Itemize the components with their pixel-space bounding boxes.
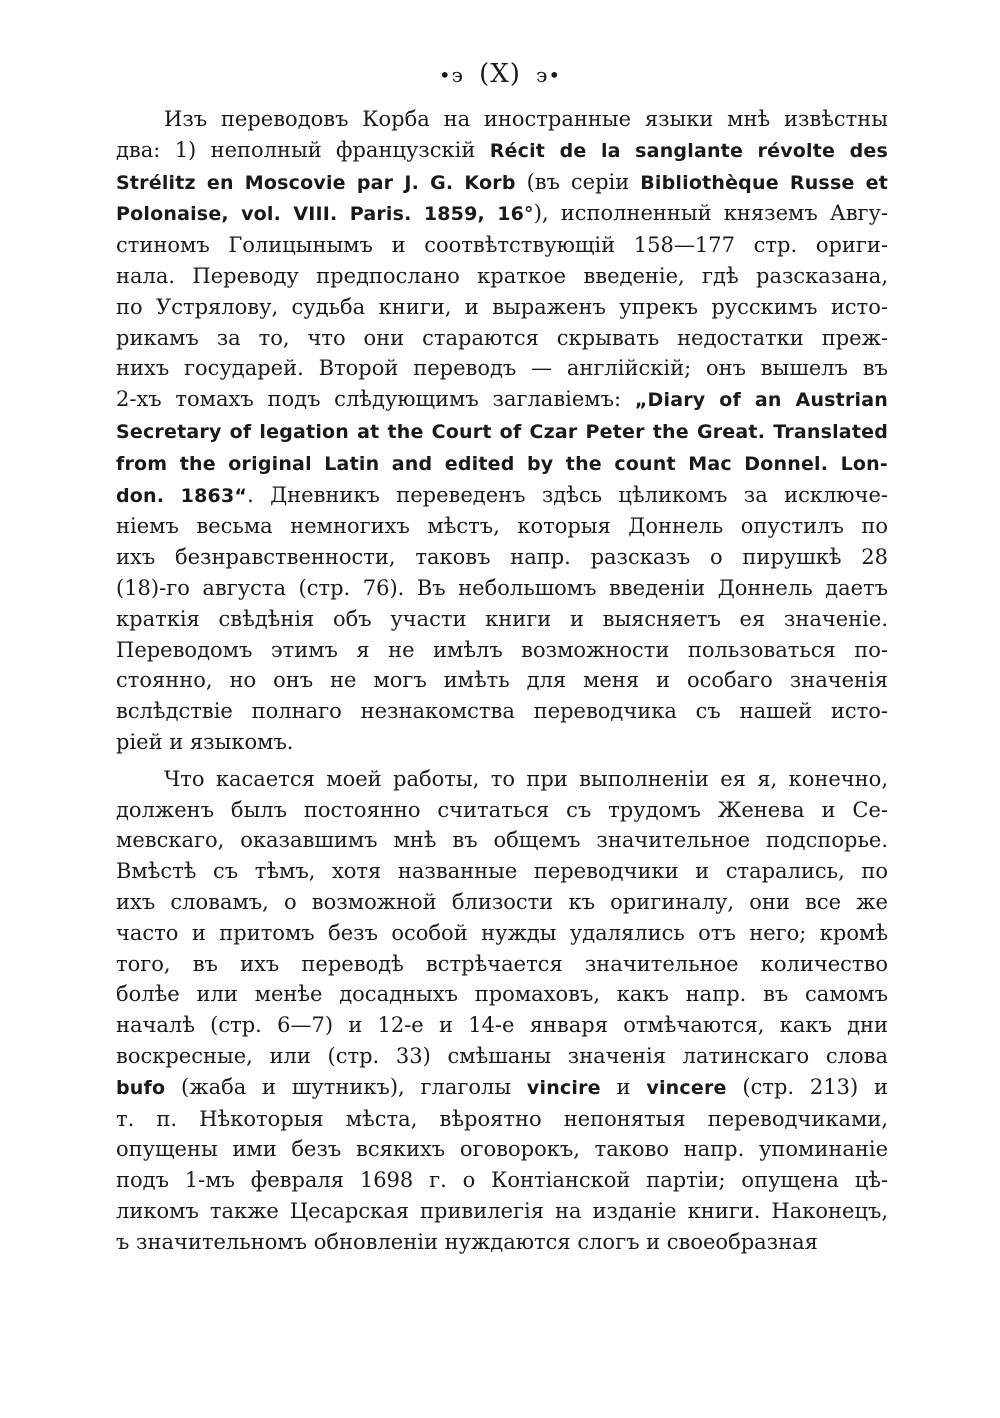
text-line <box>116 353 888 384</box>
text-line <box>116 198 888 230</box>
cyrillic-text: (въ серiи <box>515 169 641 194</box>
cyrillic-text: нихъ государей. Второй переводъ — англiйскiй; онъ вышелъ въ <box>116 356 888 381</box>
text-line <box>116 511 888 542</box>
cyrillic-text: началѣ (стр. 6—7) и 12-е и 14-е января отмѣчаются, какъ дни <box>116 1013 888 1038</box>
text-line <box>116 665 888 696</box>
cyrillic-text: воскресные, или (стр. 33) смѣшаны значенiя латинскаго слова <box>116 1043 888 1068</box>
text-line <box>116 480 888 512</box>
text-line <box>116 979 888 1010</box>
cyrillic-text: ъ значительномъ обновленiи нуждаются слогъ и своеобразная <box>116 1229 818 1254</box>
cyrillic-text: рикамъ за то, что они стараются скрывать недостатки преж- <box>116 325 888 350</box>
text-line <box>116 135 888 167</box>
text-line <box>116 261 888 292</box>
text-line <box>116 167 888 199</box>
cyrillic-text: ихъ словамъ, о возможной близости къ оригиналу, они все же <box>116 889 888 914</box>
text-line <box>116 604 888 635</box>
cyrillic-text: нiемъ весьма немногихъ мѣстъ, которыя Доннель опустилъ по <box>116 514 888 539</box>
text-line <box>116 635 888 666</box>
right-ornament-icon: ϶• <box>536 63 562 87</box>
text-line <box>116 918 888 949</box>
left-ornament-icon: •϶ <box>438 63 464 87</box>
text-line <box>116 825 888 856</box>
text-line <box>116 1041 888 1072</box>
text-line <box>116 1227 888 1258</box>
cyrillic-text: рiей и языкомъ. <box>116 729 294 754</box>
cyrillic-text: Переводомъ этимъ я не имѣлъ возможности пользоваться по- <box>116 637 888 662</box>
text-line <box>116 573 888 604</box>
latin-text: from the original Latin and edited by the count Mac Donnel. Lon- <box>116 452 888 475</box>
text-line <box>116 416 888 448</box>
cyrillic-text: краткiя свѣдѣнiя объ участи книги и выясняетъ ея значенiе. <box>116 606 888 631</box>
latin-text: Polonaise, vol. VIII. Paris. 1859, 16° <box>116 203 534 226</box>
cyrillic-text: опущены ими безъ всякихъ оговорокъ, таково напр. упоминанiе <box>116 1137 888 1162</box>
cyrillic-text: 2-хъ томахъ подъ слѣдующимъ заглавiемъ: <box>116 387 635 412</box>
cyrillic-text: часто и притомъ безъ особой нужды удалялись отъ него; кромѣ <box>116 920 888 945</box>
cyrillic-text: долженъ былъ постоянно считаться съ трудомъ Женева и Се- <box>116 797 888 822</box>
cyrillic-text: того, въ ихъ переводѣ встрѣчается значительное количество <box>116 951 888 976</box>
cyrillic-text: (стр. 213) и <box>726 1074 888 1099</box>
cyrillic-text: т. п. Нѣкоторыя мѣста, вѣроятно непонятыя переводчиками, <box>116 1106 888 1131</box>
text-line <box>116 1165 888 1196</box>
text-line <box>116 1104 888 1135</box>
cyrillic-text: мевскаго, оказавшимъ мнѣ въ общемъ значительное подспорье. <box>116 828 888 853</box>
text-line <box>116 1196 888 1227</box>
text-line <box>116 1072 888 1104</box>
text-line <box>116 696 888 727</box>
paragraph-translations <box>116 104 888 758</box>
text-line <box>116 292 888 323</box>
text-line <box>116 104 888 135</box>
text-line <box>116 1134 888 1165</box>
latin-text: bufo <box>116 1076 166 1099</box>
text-line <box>116 542 888 573</box>
cyrillic-text: подъ 1-мъ февраля 1698 г. о Контiанской партiи; опущена цѣ- <box>116 1168 888 1193</box>
cyrillic-text: ), исполненный княземъ Авгу- <box>533 201 888 226</box>
latin-text: Secretary of legation at the Court of Czar Peter the Great. Translated <box>116 420 888 443</box>
cyrillic-text: . Дневникъ переведенъ здѣсь цѣликомъ за исключе- <box>247 482 888 507</box>
text-line <box>116 764 888 795</box>
latin-text: Récit de la sanglante révolte des <box>489 139 888 162</box>
cyrillic-text: стиномъ Голицынымъ и соотвѣтствующiй 158—177 стр. ориги- <box>116 233 888 258</box>
cyrillic-text: Что касается моей работы, то при выполненiи ея я, конечно, <box>164 766 888 791</box>
latin-text: Bibliothèque Russe et <box>640 171 888 194</box>
cyrillic-text: вслѣдствiе полнаго незнакомства переводчика съ нашей исто- <box>116 699 888 724</box>
text-line <box>116 323 888 354</box>
latin-text: „Diary of an Austrian <box>634 389 888 412</box>
cyrillic-text: болѣе или менѣе досадныхъ промаховъ, какъ напр. въ самомъ <box>116 982 888 1007</box>
cyrillic-text: и <box>600 1074 647 1099</box>
page-header <box>0 56 1000 93</box>
latin-text: vincere <box>646 1076 727 1099</box>
paragraph-own-work <box>116 764 888 1258</box>
page-number: (X) <box>479 59 521 89</box>
cyrillic-text: Вмѣстѣ съ тѣмъ, хотя названные переводчики и старались, по <box>116 859 888 884</box>
cyrillic-text: два: 1) неполный французскiй <box>116 137 490 162</box>
text-line <box>116 949 888 980</box>
latin-text: don. 1863“ <box>116 484 248 507</box>
text-line <box>116 887 888 918</box>
cyrillic-text: Изъ переводовъ Корба на иностранные языки мнѣ извѣстны <box>164 107 888 131</box>
text-line <box>116 795 888 826</box>
latin-text: Strélitz en Moscovie par J. G. Korb <box>116 171 516 194</box>
text-line <box>116 448 888 480</box>
cyrillic-text: по Устрялову, судьба книги, и выраженъ упрекъ русскимъ исто- <box>116 294 888 319</box>
cyrillic-text: ликомъ также Цесарская привилегiя на изданiе книги. Наконецъ, <box>116 1198 888 1223</box>
cyrillic-text: нала. Переводу предпослано краткое введенiе, гдѣ разсказана, <box>116 263 888 288</box>
text-line <box>116 727 888 758</box>
cyrillic-text: ихъ безнравственности, таковъ напр. разсказъ о пирушкѣ 28 <box>116 545 888 570</box>
text-line <box>116 856 888 887</box>
body-text <box>116 104 888 1257</box>
cyrillic-text: стоянно, но онъ не могъ имѣть для меня и особаго значенiя <box>116 668 888 693</box>
text-line <box>116 384 888 416</box>
cyrillic-text: (жаба и шутникъ), глаголы <box>165 1074 527 1099</box>
text-line <box>116 230 888 261</box>
text-line <box>116 1010 888 1041</box>
latin-text: vincire <box>526 1076 601 1099</box>
cyrillic-text: (18)-го августа (стр. 76). Въ небольшомъ введенiи Доннель даетъ <box>116 575 888 600</box>
